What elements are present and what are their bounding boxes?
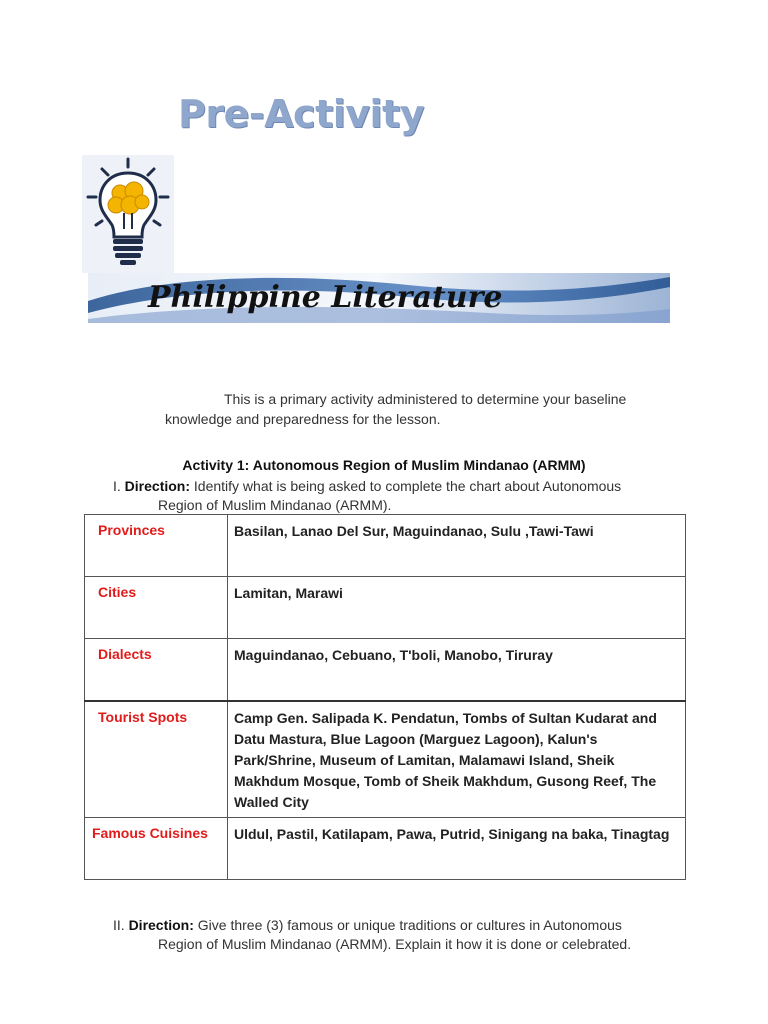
row-value: Maguindanao, Cebuano, T'boli, Manobo, Tiruray: [228, 639, 686, 701]
row-label: Famous Cuisines: [85, 818, 228, 880]
activity-heading: [0, 457, 768, 473]
direction-1-prefix: I.: [113, 478, 125, 494]
table-row: [85, 639, 686, 701]
activity-heading-text: Activity 1: Autonomous Region of Muslim Mindanao (ARMM): [182, 457, 586, 473]
direction-2-line-1: Give three (3) famous or unique traditions or cultures in Autonomous: [193, 917, 622, 933]
direction-1-label: Direction:: [124, 478, 191, 494]
light-bulb-brain-icon: [82, 155, 174, 273]
row-value: Uldul, Pastil, Katilapam, Pawa, Putrid, Sinigang na baka, Tinagtag: [228, 818, 686, 880]
intro-line-1: This is a primary activity administered to determine your baseline: [224, 391, 627, 407]
direction-1: [113, 477, 693, 515]
row-value: Lamitan, Marawi: [228, 577, 686, 639]
banner-text: Philippine Literature: [148, 280, 503, 315]
page-title: Pre-Activity: [178, 92, 424, 136]
table-row: [85, 818, 686, 880]
direction-2: [113, 916, 693, 954]
philippine-literature-banner: [88, 273, 670, 323]
table-row: [85, 577, 686, 639]
armm-chart-table: [84, 514, 686, 880]
direction-2-label: Direction:: [128, 917, 194, 933]
row-label: Provinces: [85, 515, 228, 577]
intro-paragraph: [165, 389, 685, 429]
row-label: Tourist Spots: [85, 701, 228, 818]
row-label: Cities: [85, 577, 228, 639]
row-label: Dialects: [85, 639, 228, 701]
row-value: Camp Gen. Salipada K. Pendatun, Tombs of Sultan Kudarat and Datu Mastura, Blue Lagoon (Marguez Lagoon), Kalun's Park/Shrine, Museum of Lamitan, Malamawi Island, Sheik Makhdum Mosque, Tomb of Sheik Makhdum, Gusong Reef, The Walled City: [228, 701, 686, 818]
direction-1-line-2: Region of Muslim Mindanao (ARMM).: [158, 497, 392, 513]
intro-line-2: knowledge and preparedness for the lesson.: [165, 411, 441, 427]
direction-2-line-2: Region of Muslim Mindanao (ARMM). Explain it how it is done or celebrated.: [158, 936, 632, 952]
direction-2-prefix: II.: [113, 917, 129, 933]
direction-1-line-1: Identify what is being asked to complete the chart about Autonomous: [190, 478, 622, 494]
table-row: [85, 515, 686, 577]
table-row: [85, 701, 686, 818]
row-value: Basilan, Lanao Del Sur, Maguindanao, Sulu ,Tawi-Tawi: [228, 515, 686, 577]
